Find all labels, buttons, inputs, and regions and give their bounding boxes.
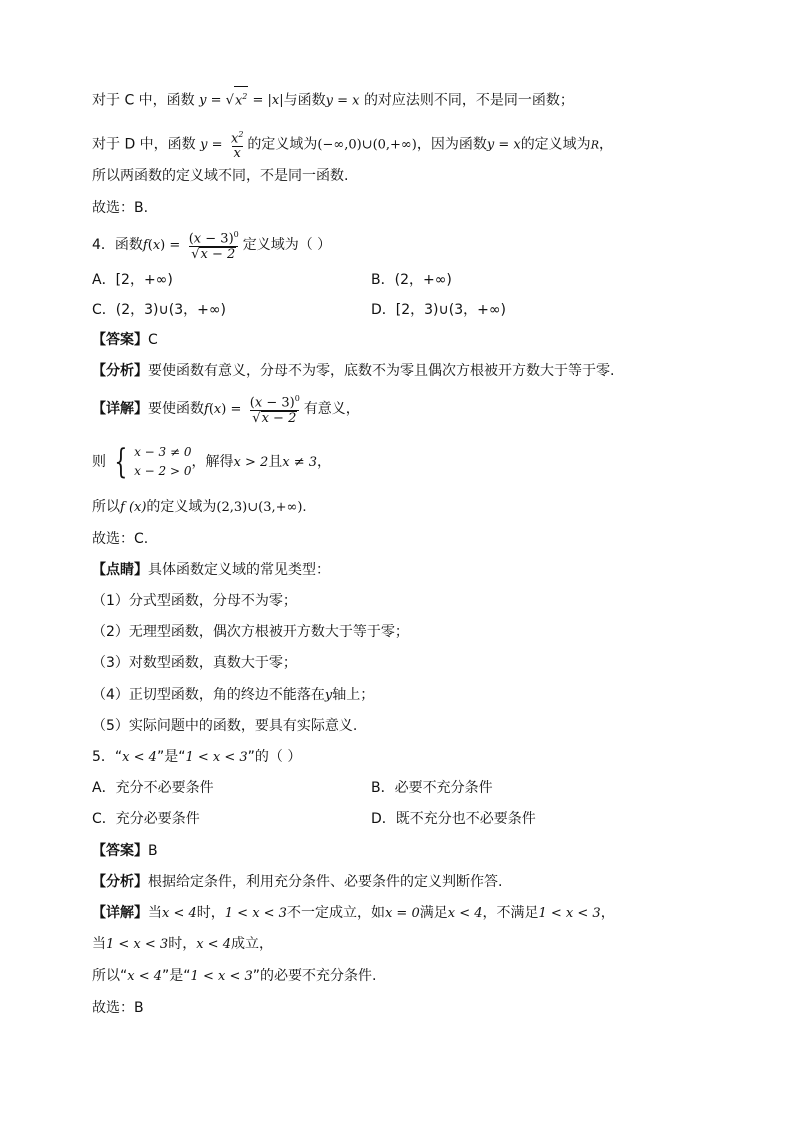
detail-tag: 【详解】 [92, 401, 148, 418]
math-expression: 1 < x < 3 [538, 906, 601, 921]
math-expression: 1 < x < 3 [190, 969, 253, 984]
detail-line-3 [92, 966, 376, 986]
domain-value: (−∞,0)∪(0,+∞) [317, 137, 417, 153]
math-expression: y [324, 688, 333, 703]
text: 定义域为（ ） [242, 237, 332, 254]
line-conclusion: 所以两函数的定义域不同，不是同一函数. [92, 168, 349, 184]
math-expression: x < 4 [127, 969, 163, 984]
choose-line: 故选：C. [92, 531, 149, 547]
math-expression: x < 4 [196, 937, 231, 952]
math-expression: y = [200, 137, 223, 153]
text: 的对应法则不同，不是同一函数； [363, 92, 574, 109]
text: 时， [168, 936, 197, 952]
text: 所以“ [92, 968, 128, 984]
option-a: A．充分不必要条件 [92, 780, 214, 796]
math-expression: 1 < x < 3 [224, 906, 287, 921]
text: 当 [148, 905, 162, 921]
note-tag: 【点睛】 [92, 562, 148, 578]
text: ， [317, 454, 332, 470]
math-expression: 1 < x < 3 [106, 937, 169, 952]
text: 轴上； [332, 687, 375, 703]
fraction: $\frac{x^2}{x}$ [230, 130, 244, 162]
option-a: A．[2，+∞) [92, 272, 173, 288]
list-item [92, 685, 374, 705]
domain-line [92, 497, 307, 517]
math-expression: x < 4 [122, 750, 157, 765]
text: 的定义域为 [520, 136, 591, 153]
text: ，因为函数 [416, 136, 487, 153]
analysis-tag: 【分析】 [92, 874, 148, 890]
analysis-line [92, 872, 502, 892]
list-item: （3）对数型函数，真数大于零； [92, 655, 297, 671]
fraction: $\frac{(x - 3)^0}{√x - 2}$ [249, 394, 300, 427]
text: ，不满足 [482, 905, 539, 921]
math-expression: y = x [325, 93, 360, 109]
question-5-stem [92, 747, 301, 767]
analysis-text: 根据给定条件，利用充分条件、必要条件的定义判断作答. [148, 874, 503, 890]
line-choose-b: 故选：B. [92, 200, 149, 216]
answer-value: B [148, 843, 158, 859]
text: 则 [92, 454, 106, 470]
text: ”是“ [162, 968, 191, 984]
text: ”的（ ） [247, 749, 302, 765]
text: 且 [268, 454, 283, 470]
domain-value: (2,3)∪(3,+∞). [216, 500, 307, 515]
text: 对于 D 中，函数 [92, 136, 196, 153]
detail-line: 【详解】要使函数f(x) = $\frac{(x - 3)^0}{√x - 2}$ 有意义， [92, 394, 360, 427]
math-expression: y = x [486, 137, 521, 153]
answer-line [92, 841, 158, 861]
option-b: B．(2，+∞) [371, 272, 452, 288]
text: 5．“ [92, 749, 123, 765]
text: 满足 [419, 905, 448, 921]
system-line [92, 440, 331, 484]
text: 要使函数 [148, 401, 204, 418]
math-expression: x = 0 [384, 906, 420, 921]
text: 时， [196, 905, 225, 921]
option-c: C．(2，3)∪(3，+∞) [92, 302, 226, 318]
answer-tag: 【答案】 [92, 332, 148, 348]
analysis-text: 要使函数有意义，分母不为零，底数不为零且偶次方根被开方数大于等于零. [148, 363, 615, 379]
equation-system [110, 442, 191, 482]
text: ”是“ [156, 749, 186, 765]
math-expression: x ≠ 3 [282, 455, 318, 470]
system-row: x − 2 > 0 [134, 464, 192, 478]
text: 的定义域为 [247, 136, 318, 153]
choose-line: 故选：B [92, 1000, 144, 1016]
list-item: （1）分式型函数，分母不为零； [92, 593, 297, 609]
text: 成立， [230, 936, 273, 952]
system-row: x − 3 ≠ 0 [134, 445, 192, 459]
text: ， [600, 905, 615, 921]
text: 有意义， [303, 401, 360, 418]
option-d: D．既不充分也不必要条件 [371, 811, 536, 827]
text: 的定义域为 [146, 499, 217, 515]
brace-icon: { [114, 442, 128, 482]
answer-value: C [148, 332, 158, 348]
math-expression: f [142, 238, 148, 254]
question-4-stem: 4．函数f(x) = $\frac{(x - 3)^0}{√x - 2}$ 定义域为（ ） [92, 230, 332, 263]
line-d-case [92, 128, 613, 162]
text: ， [598, 136, 613, 153]
math-expression: x < 4 [447, 906, 483, 921]
answer-line [92, 330, 158, 350]
math-expression: x < 4 [162, 906, 197, 921]
fraction: $\frac{(x - 3)^0}{√x - 2}$ [188, 230, 239, 263]
list-item: （2）无理型函数，偶次方根被开方数大于等于零； [92, 624, 409, 640]
line-c-case [92, 86, 574, 109]
list-item: （5）实际问题中的函数，要具有实际意义. [92, 718, 358, 734]
text: 当 [92, 936, 106, 952]
text: 对于 C 中，函数 [92, 92, 195, 109]
analysis-line [92, 361, 614, 381]
text: 4．函数 [92, 237, 143, 254]
math-expression: 1 < x < 3 [185, 750, 248, 765]
math-expression: R [590, 138, 599, 152]
text: ，解得 [191, 454, 234, 470]
option-d: D．[2，3)∪(3，+∞) [371, 302, 506, 318]
note-text: 具体函数定义域的常见类型： [148, 562, 330, 578]
math-expression: x > 2 [233, 455, 269, 470]
answer-tag: 【答案】 [92, 843, 148, 859]
math-expression: f (x) [120, 500, 147, 515]
option-c: C．充分必要条件 [92, 811, 200, 827]
option-b: B．必要不充分条件 [371, 780, 493, 796]
text: （4）正切型函数，角的终边不能落在 [92, 687, 325, 703]
analysis-tag: 【分析】 [92, 363, 148, 379]
detail-line-2 [92, 934, 273, 954]
detail-line [92, 903, 615, 923]
text: 与函数 [283, 92, 326, 109]
note-line [92, 560, 330, 580]
text: ”的必要不充分条件. [252, 968, 377, 984]
text: 所以 [92, 499, 120, 515]
detail-tag: 【详解】 [92, 905, 148, 921]
text: 不一定成立，如 [286, 905, 385, 921]
math-expression: $y = √x^2 = |x|$ [199, 93, 284, 108]
